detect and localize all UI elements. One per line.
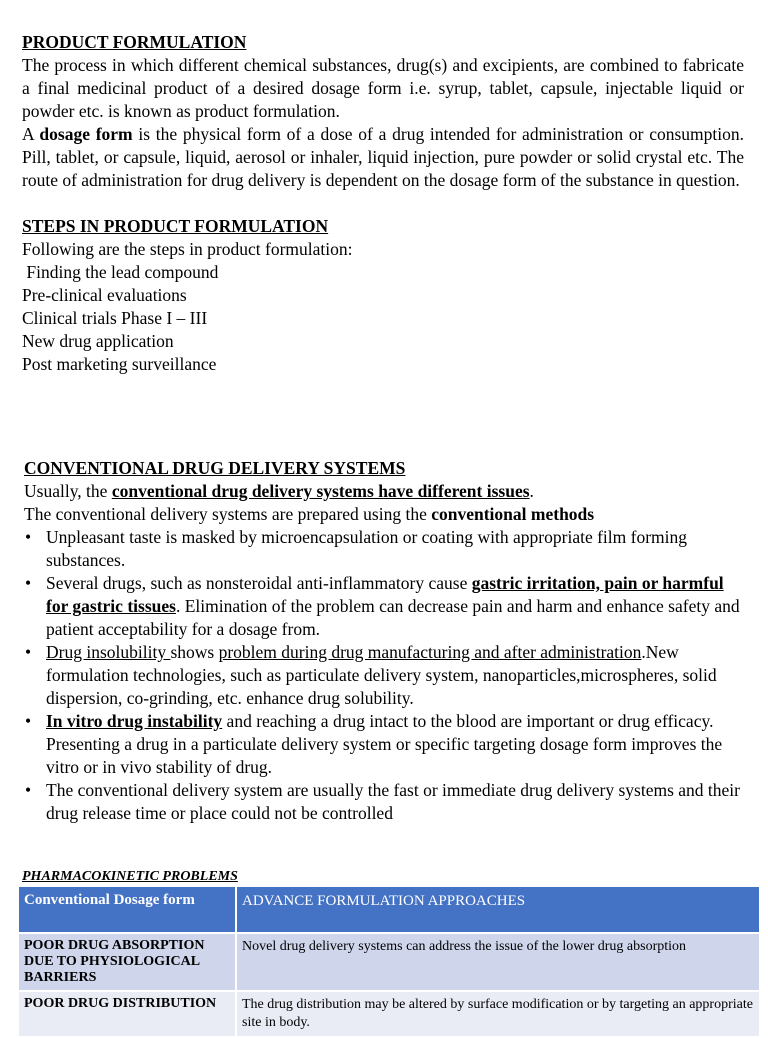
table-header-cell: ADVANCE FORMULATION APPROACHES: [236, 886, 760, 933]
list-item-text: .New formulation technologies, such as particulate delivery system, nanoparticles,microspheres, solid dispersion, co-grinding, etc. enhance drug solubility.: [46, 642, 717, 708]
list-item-emphasis: gastric irritation, pain or harmful for gastric tissues: [46, 573, 724, 616]
bullet-icon: •: [25, 711, 32, 731]
product-formulation-paragraph: The process in which different chemical substances, drug(s) and excipients, are combined to fabricate a final medicinal product of a desired dosage form i.e. syrup, tablet, capsule, injectable liquid or powder etc. is known as product formulation.: [22, 55, 744, 121]
pharmacokinetic-table: [17, 885, 761, 1038]
bullet-icon: •: [25, 642, 32, 662]
line1-suffix: .: [529, 481, 534, 501]
bullet-icon: •: [25, 527, 32, 547]
table-header-cell: Conventional Dosage form: [18, 886, 236, 933]
list-item: [24, 526, 744, 572]
step-item: Post marketing surveillance: [22, 354, 217, 374]
conventional-line1: [24, 480, 744, 503]
conventional-systems-section: [24, 457, 744, 825]
list-item-text: and reaching a drug intact to the blood are important or drug efficacy. Presenting a drug in a particulate delivery system or specific targeting dosage form improves the vitro or in vivo stability of drug.: [46, 711, 723, 777]
dosage-form-term: dosage form: [39, 124, 133, 144]
dosage-form-prefix: A: [22, 124, 40, 144]
table-row: [18, 991, 760, 1037]
list-item-text: Unpleasant taste is masked by microencapsulation or coating with appropriate film forming substances.: [46, 527, 688, 570]
bullet-icon: •: [25, 573, 32, 593]
bullet-icon: •: [25, 780, 32, 800]
line2-emphasis: conventional methods: [431, 504, 595, 524]
list-item-text: . Elimination of the problem can decrease pain and harm and enhance safety and patient acceptability for a dosage from.: [46, 596, 740, 639]
product-formulation-heading: PRODUCT FORMULATION: [22, 32, 247, 52]
list-item-text: Several drugs, such as nonsteroidal anti-inflammatory cause: [46, 573, 472, 593]
step-item: Clinical trials Phase I – III: [22, 308, 208, 328]
table-cell: Novel drug delivery systems can address the issue of the lower drug absorption: [236, 933, 760, 991]
list-item: [24, 779, 744, 825]
table-cell: POOR DRUG ABSORPTION DUE TO PHYSIOLOGICAL BARRIERS: [18, 933, 236, 991]
dosage-form-paragraph: [22, 123, 744, 192]
conventional-heading: CONVENTIONAL DRUG DELIVERY SYSTEMS: [24, 458, 406, 478]
list-item-emphasis: problem during drug manufacturing and after administration: [218, 642, 642, 662]
line1-prefix: Usually, the: [24, 481, 112, 501]
table-header-row: [18, 886, 760, 933]
step-item: Finding the lead compound: [22, 262, 219, 282]
list-item-text: shows: [170, 642, 219, 662]
list-item: [24, 641, 744, 710]
list-item-emphasis: In vitro drug instability: [46, 711, 223, 731]
conventional-line2: [24, 503, 744, 526]
step-item: New drug application: [22, 331, 174, 351]
list-item-text: The conventional delivery system are usually the fast or immediate drug delivery systems and their drug release time or place could not be controlled: [46, 780, 740, 823]
line1-emphasis: conventional drug delivery systems have different issues: [111, 481, 530, 501]
pharmacokinetic-heading: PHARMACOKINETIC PROBLEMS: [22, 869, 238, 884]
list-item: [24, 572, 744, 641]
table-row: [18, 933, 760, 991]
steps-section: [22, 215, 744, 376]
product-formulation-section: [22, 31, 744, 192]
issues-list: [24, 526, 744, 825]
table-cell: The drug distribution may be altered by surface modification or by targeting an appropriate site in body.: [236, 991, 760, 1037]
steps-heading: STEPS IN PRODUCT FORMULATION: [22, 216, 329, 236]
dosage-form-definition: is the physical form of a dose of a drug intended for administration or consumption. Pill, tablet, or capsule, liquid, aerosol or inhaler, liquid injection, pure powder or solid crystal etc. The route of administration for drug delivery is dependent on the dosage form of the substance in question.: [22, 124, 744, 190]
steps-intro: Following are the steps in product formulation:: [22, 239, 353, 259]
pharmacokinetic-heading-wrap: [22, 869, 238, 885]
list-item: [24, 710, 744, 779]
table-cell: POOR DRUG DISTRIBUTION: [18, 991, 236, 1037]
list-item-emphasis: Drug insolubility: [46, 642, 171, 662]
step-item: Pre-clinical evaluations: [22, 285, 187, 305]
line2-prefix: The conventional delivery systems are prepared using the: [24, 504, 432, 524]
